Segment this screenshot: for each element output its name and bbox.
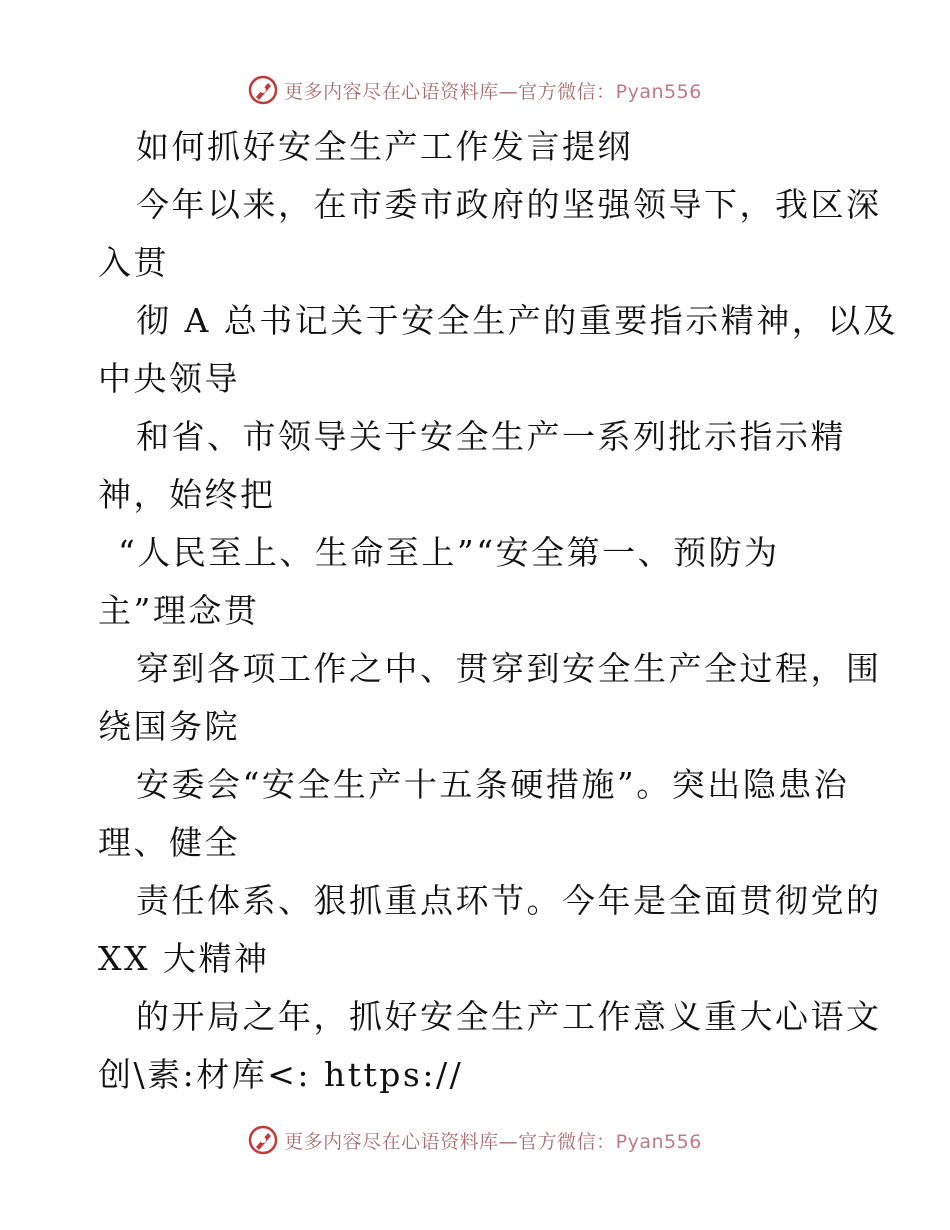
- paragraph-line: 责任体系、狠抓重点环节。今年是全面贯彻党的: [136, 881, 882, 920]
- paragraph-line: 中央领导: [98, 359, 240, 398]
- pen-logo-icon: [248, 75, 278, 105]
- document-title: 如何抓好安全生产工作发言提纲: [136, 127, 633, 166]
- paragraph-line: 彻 A 总书记关于安全生产的重要指示精神，以及: [136, 301, 899, 340]
- header-watermark: [0, 70, 950, 110]
- paragraph-line: 创\素:材库<: https://: [98, 1055, 464, 1094]
- watermark-text: 更多内容尽在心语资料库—官方微信：Pyan556: [284, 1130, 702, 1153]
- paragraph-line: 穿到各项工作之中、贯穿到安全生产全过程，围: [136, 649, 882, 688]
- paragraph-line: 主”理念贯: [98, 591, 260, 630]
- paragraph-line: XX 大精神: [98, 939, 270, 978]
- footer-watermark: [0, 1120, 950, 1160]
- paragraph-line: 今年以来，在市委市政府的坚强领导下，我区深: [136, 185, 882, 224]
- paragraph-line: 和省、市领导关于安全生产一系列批示指示精: [136, 417, 846, 456]
- paragraph-line: 入贯: [98, 243, 169, 282]
- watermark-text: 更多内容尽在心语资料库—官方微信：Pyan556: [284, 80, 702, 103]
- paragraph-line: 绕国务院: [98, 707, 240, 746]
- paragraph-line: 的开局之年，抓好安全生产工作意义重大心语文: [136, 997, 882, 1036]
- paragraph-line: 理、健全: [98, 823, 240, 862]
- paragraph-line: 神，始终把: [98, 475, 276, 514]
- paragraph-line: “人民至上、生命至上”“安全第一、预防为: [118, 533, 780, 572]
- pen-logo-icon: [248, 1125, 278, 1155]
- paragraph-line: 安委会“安全生产十五条硬措施”。突出隐患治: [136, 765, 850, 804]
